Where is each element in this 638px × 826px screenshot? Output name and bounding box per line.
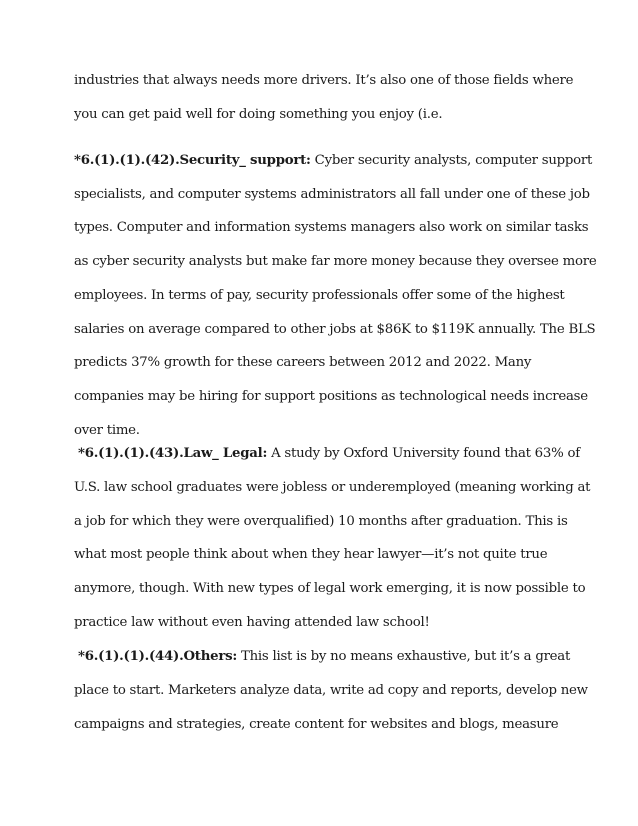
section-line: a job for which they were overqualified) 10 months after graduation. This is: [74, 513, 568, 529]
section-heading: *6.(1).(1).(44).Others:: [78, 649, 237, 664]
section-line: anymore, though. With new types of legal work emerging, it is now possible to: [74, 581, 586, 597]
section-line: campaigns and strategies, create content for websites and blogs, measure: [74, 716, 559, 732]
section-text: Cyber security analysts, computer support: [310, 153, 593, 168]
section-line: U.S. law school graduates were jobless or underemployed (meaning working at: [74, 480, 591, 495]
section-line: salaries on average compared to other jobs at $86K to $119K annually. The BLS: [74, 321, 596, 337]
section-line: types. Computer and information systems managers also work on similar tasks: [74, 220, 589, 236]
section-line: companies may be hiring for support positions as technological needs increase: [74, 388, 588, 404]
section-text: A study by Oxford University found that 63% of: [267, 446, 580, 461]
others-section: [78, 640, 578, 674]
law-section: [78, 437, 578, 471]
section-first-line: [74, 144, 593, 178]
section-heading: *6.(1).(1).(43).Law_ Legal:: [78, 446, 268, 461]
intro-line: industries that always needs more drivers. It’s also one of those fields where: [74, 73, 574, 88]
section-text: This list is by no means exhaustive, but it’s a great: [236, 649, 571, 664]
others-section-body: [74, 674, 588, 741]
section-line: what most people think about when they hear lawyer—it’s not quite true: [74, 547, 548, 563]
section-line: as cyber security analysts but make far more money because they oversee more: [74, 254, 597, 270]
section-line: place to start. Marketers analyze data, write ad copy and reports, develop new: [74, 683, 588, 698]
section-first-line: [78, 640, 578, 674]
section-line: predicts 37% growth for these careers between 2012 and 2022. Many: [74, 355, 532, 371]
section-line: over time.: [74, 422, 140, 438]
section-line: employees. In terms of pay, security professionals offer some of the highest: [74, 287, 565, 303]
intro-line: you can get paid well for doing something you enjoy (i.e.: [74, 106, 443, 122]
law-section-body: [74, 471, 591, 640]
security-section: [74, 144, 597, 447]
section-line: specialists, and computer systems administrators all fall under one of these job: [74, 186, 590, 202]
section-line: practice law without even having attended law school!: [74, 614, 430, 630]
section-heading: *6.(1).(1).(42).Security_ support:: [74, 153, 311, 168]
section-first-line: [78, 437, 578, 471]
intro-paragraph: [74, 64, 574, 131]
